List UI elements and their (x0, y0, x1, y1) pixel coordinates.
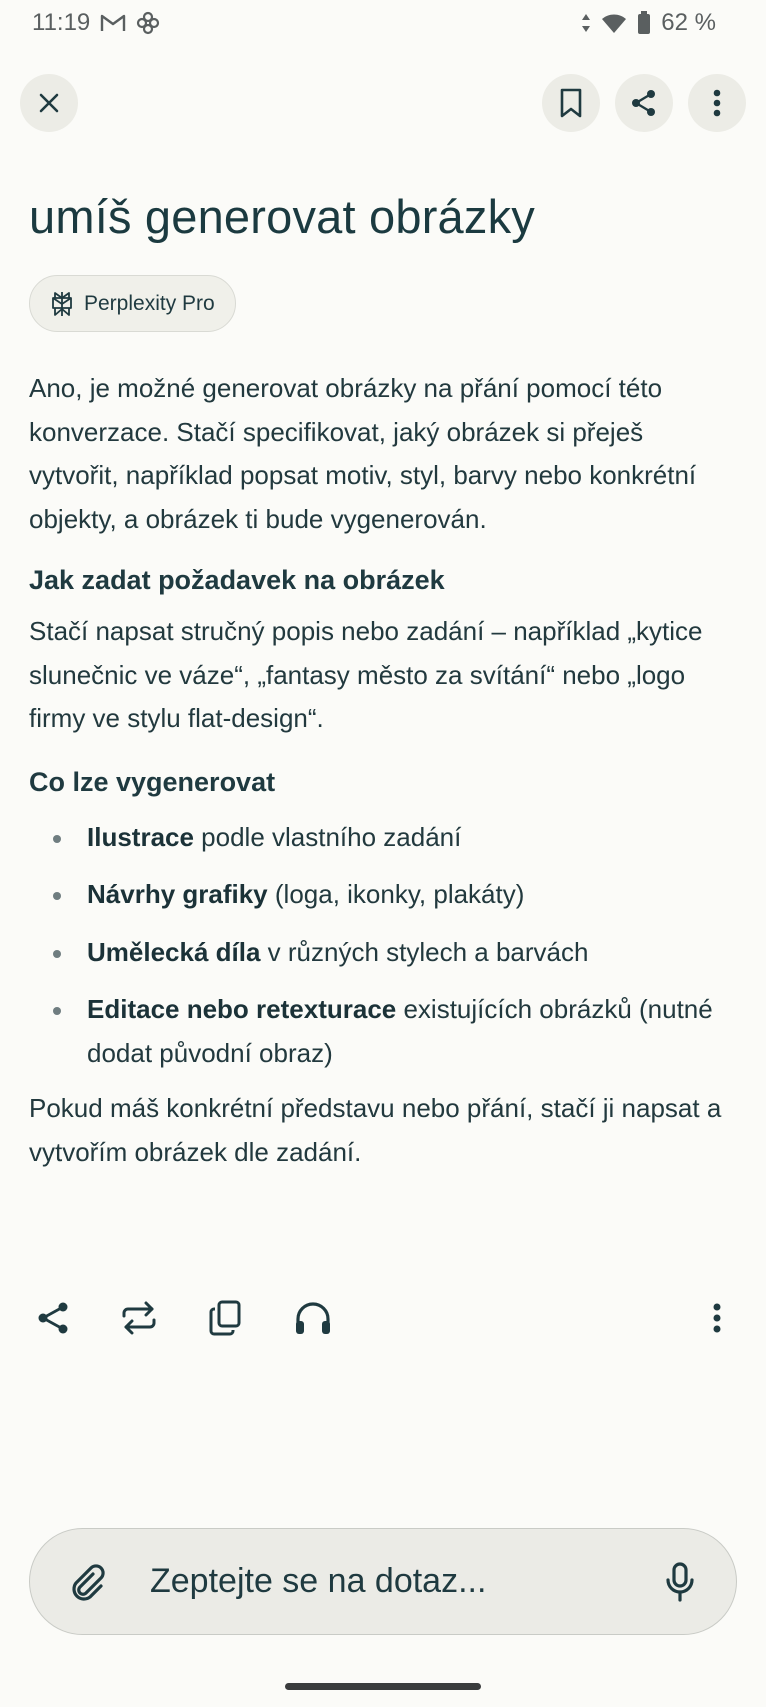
ask-input[interactable] (150, 1562, 658, 1601)
rewrite-button[interactable] (117, 1296, 161, 1340)
answer-closing: Pokud máš konkrétní představu nebo přání, stačí ji napsat a vytvořím obrázek dle zadání. (29, 1093, 722, 1167)
gmail-icon (100, 13, 126, 33)
share-icon (36, 1301, 70, 1335)
section-heading: Jak zadat požadavek na obrázek (29, 565, 445, 596)
pinwheel-icon (136, 11, 160, 35)
copy-icon (209, 1300, 241, 1336)
wifi-icon (601, 12, 627, 34)
listen-button[interactable] (291, 1296, 335, 1340)
rewrite-icon (120, 1301, 158, 1335)
copy-button[interactable] (203, 1296, 247, 1340)
home-indicator[interactable] (285, 1683, 481, 1690)
capabilities-list (29, 816, 737, 1076)
list-item (29, 931, 737, 975)
answer-more-button[interactable] (695, 1296, 739, 1340)
model-badge[interactable] (29, 275, 236, 332)
status-left (32, 9, 160, 37)
list-item (29, 816, 737, 860)
close-icon (37, 91, 61, 115)
answer-content (29, 190, 737, 1174)
battery-icon (637, 11, 651, 35)
paperclip-icon (67, 1562, 107, 1602)
more-vertical-icon (713, 1303, 721, 1333)
close-button[interactable] (20, 74, 78, 132)
microphone-icon (665, 1562, 695, 1602)
ask-bar (29, 1528, 737, 1635)
list-item-text: v různých stylech a barvách (260, 936, 589, 967)
voice-input-button[interactable] (658, 1557, 702, 1607)
answer-intro: Ano, je možné generovat obrázky na přání pomocí této konverzace. Stačí specifikovat, jaký obrázek si přeješ vytvořit, například popsat motiv, styl, barvy nebo konkrétní objekty, a obrázek ti bude vygenerován. (29, 373, 697, 534)
model-badge-label: Perplexity Pro (84, 291, 215, 315)
section-heading: Co lze vygenerovat (29, 766, 276, 797)
section-text: Stačí napsat stručný popis nebo zadání – například „kytice slunečnic ve váze“, „fantasy město za svítání“ nebo „logo firmy ve stylu flat-design“. (29, 616, 703, 734)
status-time: 11:19 (32, 9, 91, 36)
top-bar (20, 74, 746, 134)
share-button[interactable] (615, 74, 673, 132)
answer-actions (29, 1296, 737, 1340)
data-arrows-icon (581, 13, 591, 33)
headphones-icon (294, 1301, 332, 1335)
list-item (29, 873, 737, 917)
bookmark-button[interactable] (542, 74, 600, 132)
bookmark-icon (559, 88, 583, 118)
list-item-text: podle vlastního zadání (193, 821, 462, 852)
list-item-bold: Ilustrace (87, 821, 194, 852)
status-right (581, 9, 716, 37)
status-bar (0, 0, 766, 46)
more-options-button[interactable] (688, 74, 746, 132)
list-item (29, 988, 737, 1075)
share-icon (630, 89, 658, 117)
more-vertical-icon (713, 89, 721, 117)
attach-button[interactable] (62, 1557, 112, 1607)
list-item-bold: Návrhy grafiky (87, 879, 268, 910)
list-item-text: (loga, ikonky, plakáty) (267, 879, 525, 910)
perplexity-logo-icon (50, 291, 74, 317)
battery-percent: 62 % (661, 9, 716, 36)
list-item-bold: Umělecká díla (87, 936, 261, 967)
list-item-bold: Editace nebo retexturace (87, 994, 397, 1025)
list-item-text: existujících obrázků (nutné dodat původní obraz) (87, 994, 713, 1068)
page-title: umíš generovat obrázky (29, 190, 535, 243)
share-answer-button[interactable] (31, 1296, 75, 1340)
